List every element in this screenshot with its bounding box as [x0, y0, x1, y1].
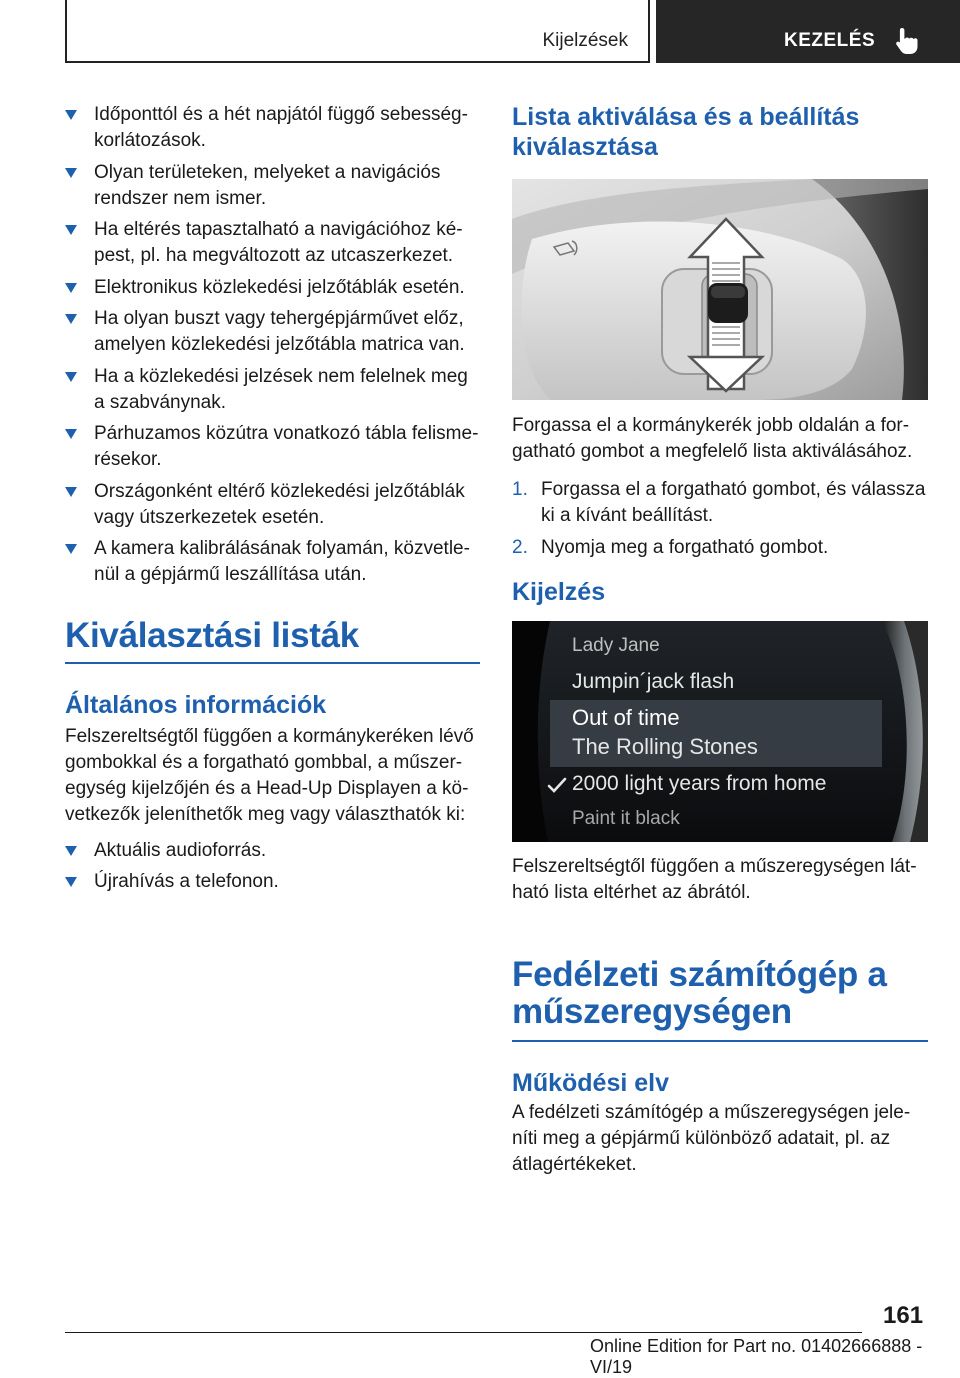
bullet-triangle-icon — [65, 372, 77, 382]
subsection-title-activate-list: Lista aktiválása és a beállítás kiválasztása — [512, 103, 860, 161]
list-item: Időponttól és a hét napjától függő sebességkorlátozások. — [65, 102, 480, 154]
header-frame — [65, 0, 650, 63]
display-item: Lady Jane — [572, 635, 660, 656]
list-item: Ha eltérés tapasztalható a navigációhoz képest, pl. ha megváltozott az utcaszerkezet. — [65, 217, 480, 269]
display-item-selected: Out of time — [572, 705, 680, 730]
header-section-title: Kijelzések — [542, 30, 628, 51]
list-item: Újrahívás a telefonon. — [65, 869, 480, 895]
check-mark-icon — [546, 776, 568, 794]
step-number: 1. — [512, 479, 528, 500]
list-item: Ha olyan buszt vagy tehergépjárművet előz, amelyen közlekedési jelzőtábla matrica van. — [65, 306, 480, 358]
list-item: Ha a közlekedési jelzések nem felelnek meg a szabványnak. — [65, 364, 480, 416]
restriction-list — [65, 102, 480, 588]
bullet-triangle-icon — [65, 168, 77, 178]
step-item: 1. Forgassa el a forgatható gombot, és válassza ki a kívánt beállítást. — [512, 479, 926, 526]
bullet-triangle-icon — [65, 544, 77, 554]
display-note-paragraph: Felszereltségtől függően a műszeregységen látható lista eltérhet az ábrától. — [512, 856, 917, 903]
section-title-selection-lists: Kiválasztási listák — [65, 615, 359, 655]
display-item: Jumpin´jack flash — [572, 670, 735, 693]
instrument-display-figure — [512, 621, 928, 842]
right-column — [512, 102, 928, 1178]
steps-list — [512, 477, 928, 561]
display-item: 2000 light years from home — [572, 772, 827, 795]
bullet-triangle-icon — [65, 877, 77, 887]
subsection-title-general: Általános információk — [65, 690, 327, 719]
bullet-triangle-icon — [65, 487, 77, 497]
steering-wheel-image — [512, 179, 928, 400]
step-number: 2. — [512, 537, 528, 558]
bullet-triangle-icon — [65, 429, 77, 439]
activate-list-paragraph: Forgassa el a kormánykerék jobb oldalán a forgatható gombot a megfelelő lista aktiválásához. — [512, 415, 913, 462]
selectable-items-list — [65, 838, 480, 896]
step-item: 2. Nyomja meg a forgatható gombot. — [512, 535, 928, 561]
general-info-paragraph: Felszereltségtől függően a kormánykeréken lévő gombokkal és a forgatható gombbal, a műszeregység kijelzőjén és a Head-Up Displayen a következők jeleníthetők meg vagy választhatók ki: — [65, 725, 474, 825]
list-item: Országonként eltérő közlekedési jelzőtáblák vagy útszerkezetek esetén. — [65, 479, 480, 531]
bullet-triangle-icon — [65, 110, 77, 120]
page-number: 161 — [883, 1302, 924, 1329]
steering-wheel-figure — [512, 179, 928, 405]
list-item: A kamera kalibrálásának folyamán, közvetlenül a gépjármű leszállítása után. — [65, 536, 480, 588]
bullet-triangle-icon — [65, 846, 77, 856]
display-item-selected-subtitle: The Rolling Stones — [572, 734, 758, 759]
bullet-triangle-icon — [65, 283, 77, 293]
footer-rule — [65, 1332, 862, 1333]
left-column — [65, 102, 480, 901]
list-item: Elektronikus közlekedési jelzőtáblák esetén. — [65, 275, 480, 301]
list-item: Olyan területeken, melyeket a navigációs rendszer nem ismer. — [65, 160, 480, 212]
bullet-triangle-icon — [65, 314, 77, 324]
principle-paragraph: A fedélzeti számítógép a műszeregységen jeleníti meg a gépjármű különböző adatait, pl. az átlagértékeket. — [512, 1102, 911, 1175]
chapter-tab[interactable] — [656, 0, 960, 63]
display-item: Paint it black — [572, 808, 680, 829]
subsection-title-display: Kijelzés — [512, 578, 606, 606]
list-item: Párhuzamos közútra vonatkozó tábla felismerésekor. — [65, 421, 480, 473]
list-item: Aktuális audioforrás. — [65, 838, 480, 864]
footer-edition-text: Online Edition for Part no. 01402666888 - VI/19 — [590, 1336, 923, 1377]
subsection-title-principle: Működési elv — [512, 1069, 669, 1097]
pointing-hand-icon — [895, 27, 921, 55]
section-title-onboard-computer: Fedélzeti számítógép a műszeregységen — [512, 955, 887, 1031]
bullet-triangle-icon — [65, 225, 77, 235]
chapter-tab-label: KEZELÉS — [784, 30, 876, 51]
